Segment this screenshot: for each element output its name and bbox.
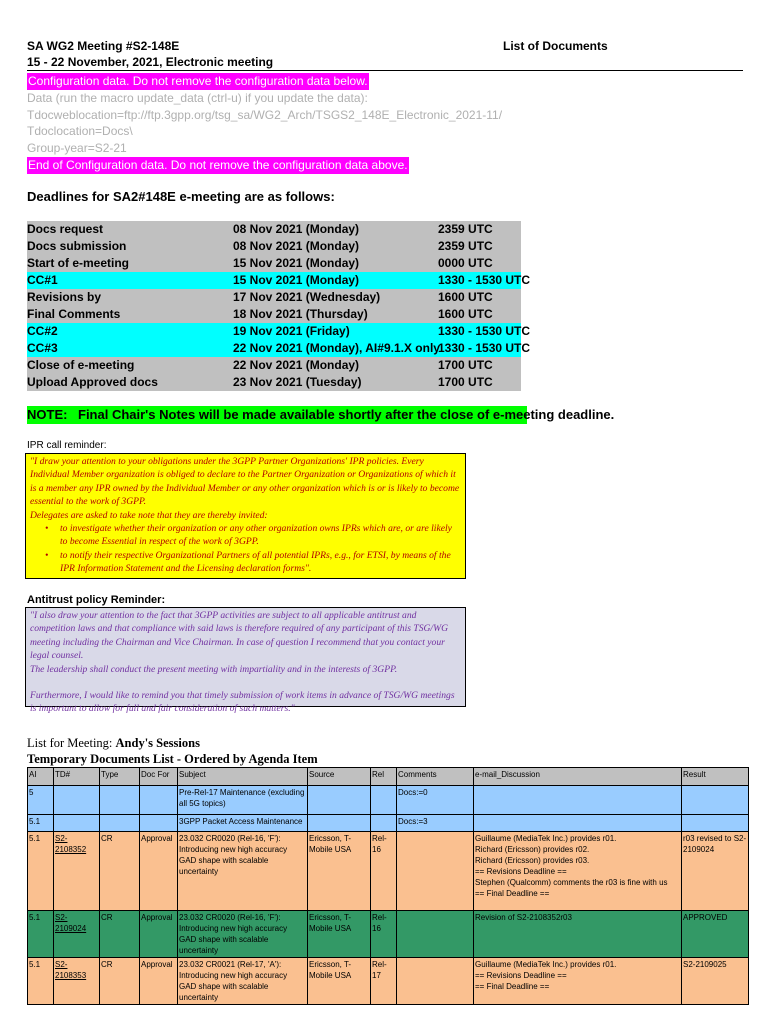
deadline-date: 22 Nov 2021 (Monday), AI#9.1.X only [233,341,440,355]
document-type: List of Documents [503,39,608,53]
antitrust-title: Antitrust policy Reminder: [27,594,166,606]
ipr-bullet: • to investigate whether their organization or any other organization owns IPRs which are, or are likely to become Essential in respect of the work of 3GPP. [45,523,452,548]
deadline-label: Final Comments [27,307,121,321]
deadline-time: 2359 UTC [438,239,493,253]
deadline-row [27,238,521,255]
cell-rel [371,815,397,832]
cell-result [682,815,749,832]
deadline-date: 19 Nov 2021 (Friday) [233,324,350,338]
config-block [27,72,502,174]
config-line: Group-year=S2-21 [27,140,127,155]
cell-type [100,815,140,832]
deadline-label: Upload Approved docs [27,375,158,389]
cell-ai: 5.1 [28,958,54,1005]
table-row [28,815,749,832]
table-header-row [28,768,749,786]
cell-type [100,786,140,815]
deadline-time: 1700 UTC [438,375,493,389]
config-end: End of Configuration data. Do not remove the configuration data above. [28,158,408,172]
deadline-date: 23 Nov 2021 (Tuesday) [233,375,362,389]
cell-source: Ericsson, T-Mobile USA [308,958,371,1005]
deadline-date: 18 Nov 2021 (Thursday) [233,307,368,321]
deadline-label: CC#1 [27,273,58,287]
config-start: Configuration data. Do not remove the configuration data below. [28,74,368,88]
cell-email [474,815,682,832]
cell-email: Revision of S2-2108352r03 [474,911,682,958]
tdoc-link[interactable]: S2-2108352 [55,834,87,854]
cell-comments: Docs:=3 [397,815,474,832]
deadline-row [27,221,521,238]
deadline-label: Docs request [27,222,104,236]
deadline-row [27,323,531,340]
deadline-time: 1700 UTC [438,358,493,372]
column-header: Source [308,768,371,786]
cell-result: APPROVED [682,911,749,958]
cell-email: Guillaume (MediaTek Inc.) provides r01. Richard (Ericsson) provides r02. Richard (Ericsson) provides r03. == Revisions Deadline == Stephen (Qualcomm) comments the r03 is fine with us == Final Deadline == [474,832,682,911]
note-bar [27,406,615,424]
cell-subject: Pre-Rel-17 Maintenance (excluding all 5G topics) [178,786,308,815]
column-header: TD# [54,768,100,786]
deadline-label: Docs submission [27,239,127,253]
antitrust-paragraph: The leadership shall conduct the present meeting with impartiality and in the interests of 3GPP. [30,663,398,675]
cell-result [682,786,749,815]
deadline-time: 1330 - 1530 UTC [438,324,531,338]
deadline-date: 08 Nov 2021 (Monday) [233,222,360,236]
table-row [28,958,749,1005]
meeting-dates: 15 - 22 November, 2021, Electronic meeting [27,55,274,69]
deadline-row [27,374,521,391]
ipr-bullet: • to notify their respective Organizational Partners of all potential IPRs, e.g., for ETSI, by means of the IPR Information Statement and the Licensing declaration forms". [45,549,451,575]
ipr-paragraph: "I draw your attention to your obligations under the 3GPP Partner Organizations' IPR policies. Every Individual Member organization is obliged to declare to the Partner Organization or Organizations of which it is a member any IPR owned by the Individual Member or any other organization which is or is likely to become essential to the work of 3GPP. [30,456,460,508]
ipr-title: IPR call reminder: [27,440,107,451]
cell-td [54,786,100,815]
list-meeting-line [27,736,200,751]
deadline-label: CC#3 [27,341,58,355]
cell-td [54,832,100,911]
cell-rel [371,786,397,815]
column-header: Result [682,768,749,786]
deadline-label: Start of e-meeting [27,256,130,270]
bullet-icon: • [45,549,49,561]
note-label: NOTE: [27,407,68,422]
config-line: Data (run the macro update_data (ctrl-u) if you update the data): [27,91,368,105]
cell-subject: 23.032 CR0020 (Rel-16, 'F'): Introducing new high accuracy GAD shape with scalable uncertainty [178,911,308,958]
cell-docfor [140,815,178,832]
header-divider [27,70,743,71]
column-header: Type [100,768,140,786]
deadline-label: CC#2 [27,324,58,338]
deadline-label: Revisions by [27,290,102,304]
antitrust-box [25,607,466,715]
cell-source: Ericsson, T-Mobile USA [308,911,371,958]
cell-source [308,815,371,832]
deadline-time: 1330 - 1530 UTC [438,341,531,355]
deadline-date: 08 Nov 2021 (Monday) [233,239,360,253]
cell-ai: 5.1 [28,815,54,832]
table-row [28,911,749,958]
deadline-time: 2359 UTC [438,222,493,236]
cell-docfor [140,786,178,815]
cell-td [54,815,100,832]
deadline-row [27,255,521,272]
ipr-delegates: Delegates are asked to take note that they are thereby invited: [30,509,268,521]
cell-email [474,786,682,815]
cell-ai: 5.1 [28,832,54,911]
cell-email: Guillaume (MediaTek Inc.) provides r01. == Revisions Deadline == == Final Deadline == [474,958,682,1005]
list-prefix: List for Meeting: [27,736,113,750]
column-header: Doc For [140,768,178,786]
cell-docfor: Approval [140,832,178,911]
cell-docfor: Approval [140,911,178,958]
meeting-title: SA WG2 Meeting #S2-148E [27,39,180,53]
cell-rel: Rel-16 [371,911,397,958]
cell-comments [397,832,474,911]
cell-comments [397,911,474,958]
cell-td [54,911,100,958]
cell-comments [397,958,474,1005]
deadline-row [27,306,521,323]
cell-source [308,786,371,815]
deadline-row [27,357,521,374]
cell-type: CR [100,832,140,911]
deadline-date: 15 Nov 2021 (Monday) [233,273,360,287]
deadline-date: 15 Nov 2021 (Monday) [233,256,360,270]
deadline-time: 1600 UTC [438,307,493,321]
antitrust-paragraph: "I also draw your attention to the fact that 3GPP activities are subject to all applicable antitrust and competition laws and that compliance with said laws is therefore required of any participant of this TSG/WG meeting including the Chairman and Vice Chairman. In case of question I recommend that you contact your legal counsel. [30,610,449,662]
cell-type: CR [100,958,140,1005]
deadline-row [27,272,531,289]
config-line: Tdoclocation=Docs\ [27,124,133,138]
cell-subject: 23.032 CR0020 (Rel-16, 'F'): Introducing new high accuracy GAD shape with scalable uncertainty [178,832,308,911]
list-name: Andy's Sessions [115,736,200,750]
cell-source: Ericsson, T-Mobile USA [308,832,371,911]
deadline-row [27,289,521,306]
table-row [28,786,749,815]
deadline-label: Close of e-meeting [27,358,135,372]
deadlines-title: Deadlines for SA2#148E e-meeting are as follows: [27,189,335,204]
deadline-date: 22 Nov 2021 (Monday) [233,358,360,372]
note-text: Final Chair's Notes will be made available shortly after the close of e-meeting deadline. [78,407,615,422]
deadline-time: 1330 - 1530 UTC [438,273,531,287]
cell-subject: 3GPP Packet Access Maintenance [178,815,308,832]
documents-table [27,767,749,1005]
column-header: Comments [397,768,474,786]
tdoc-link[interactable]: S2-2108353 [55,960,87,980]
cell-subject: 23.032 CR0021 (Rel-17, 'A'): Introducing new high accuracy GAD shape with scalable uncertainty [178,958,308,1005]
deadline-time: 0000 UTC [438,256,493,270]
cell-rel: Rel-16 [371,832,397,911]
tdoc-link[interactable]: S2-2109024 [55,913,87,933]
deadline-date: 17 Nov 2021 (Wednesday) [233,290,381,304]
table-row [28,832,749,911]
cell-result: S2-2109025 [682,958,749,1005]
ipr-box [25,453,466,579]
config-line: Tdocweblocation=ftp://ftp.3gpp.org/tsg_sa/WG2_Arch/TSGS2_148E_Electronic_2021-11/ [27,107,503,122]
bullet-icon: • [45,523,49,535]
list-subtitle: Temporary Documents List - Ordered by Agenda Item [27,752,318,766]
cell-ai: 5 [28,786,54,815]
ipr-bullet-list [30,522,461,576]
antitrust-paragraph: Furthermore, I would like to remind you that timely submission of work items in advance of TSG/WG meetings is important to allow for full and fair consideration of such matters." [30,690,455,715]
cell-rel: Rel-17 [371,958,397,1005]
deadline-row [27,340,531,357]
cell-comments: Docs:=0 [397,786,474,815]
column-header: AI [28,768,54,786]
cell-result: r03 revised to S2-2109024 [682,832,749,911]
deadline-time: 1600 UTC [438,290,493,304]
cell-ai: 5.1 [28,911,54,958]
column-header: e-mail_Discussion [474,768,682,786]
cell-type: CR [100,911,140,958]
column-header: Rel [371,768,397,786]
cell-td [54,958,100,1005]
column-header: Subject [178,768,308,786]
cell-docfor: Approval [140,958,178,1005]
